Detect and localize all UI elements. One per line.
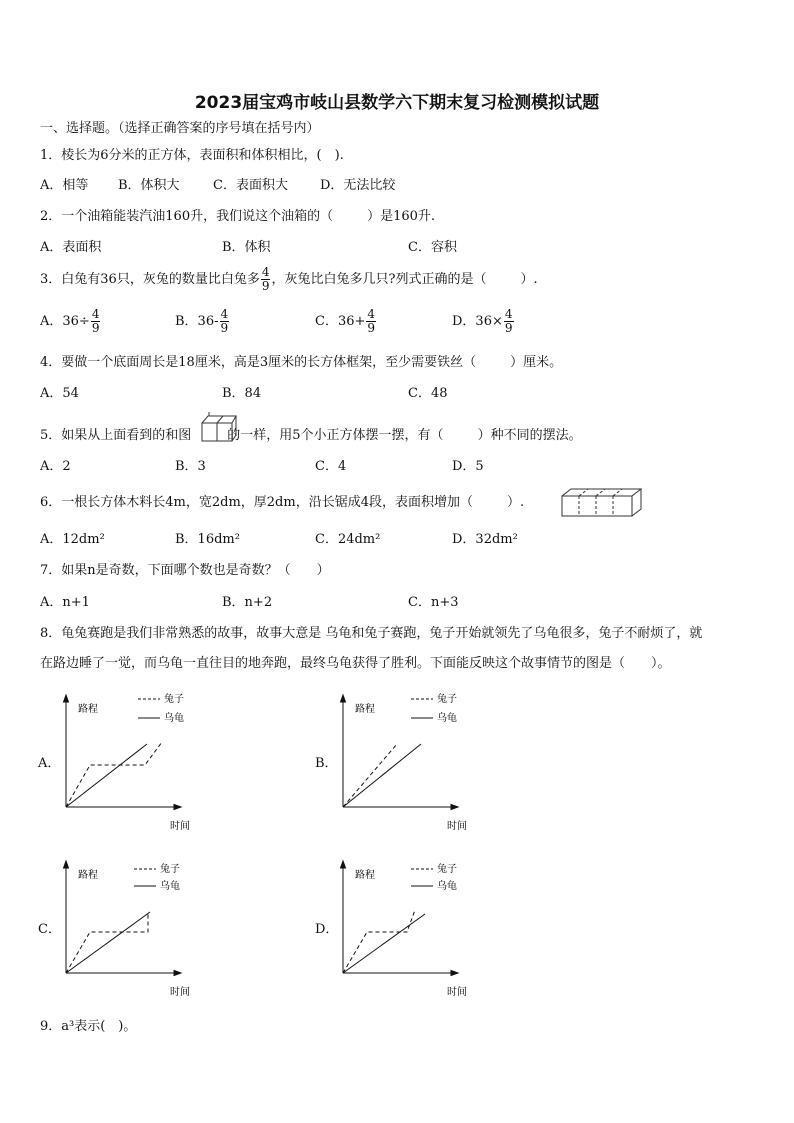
q1-option-d[interactable]: D．无法比较 <box>320 178 396 193</box>
question-8-line-1: 8．龟兔赛跑是我们非常熟悉的故事，故事大意是 乌龟和兔子赛跑，兔子开始就领先了乌龟很多，兔子不耐烦了，就 <box>40 626 703 641</box>
graph-d-letter[interactable]: D． <box>315 922 339 937</box>
question-9-stem: 9．a³表示( )。 <box>40 1019 137 1034</box>
question-2-stem <box>40 208 435 226</box>
q3-stem-part-c: ）. <box>520 272 538 287</box>
legend-rabbit: 兔子 <box>437 694 457 705</box>
question-4-stem <box>40 354 562 372</box>
question-6-stem <box>40 494 524 512</box>
legend-rabbit: 兔子 <box>437 864 457 875</box>
q2-stem-part-b: ）是160升. <box>367 209 436 224</box>
graph-d <box>337 858 477 1004</box>
legend-turtle: 乌龟 <box>164 713 184 724</box>
q6-option-d[interactable]: D．32dm² <box>452 532 518 547</box>
q5-stem-part-b: 的一样，用5个小正方体摆一摆，有（ <box>227 428 444 443</box>
x-axis-label: 时间 <box>170 987 190 998</box>
graph-c-letter[interactable]: C． <box>38 922 61 937</box>
q3-option-c[interactable]: C．36+ $\frac{4}{9}$ <box>315 307 376 335</box>
graph-a <box>60 692 200 838</box>
q6-stem-part-a: 6．一根长方体木料长4m，宽2dm，厚2dm，沿长锯成4段，表面积增加（ <box>40 495 473 510</box>
fraction-four-ninths: $\frac{4}{9}$ <box>220 307 229 335</box>
q5-option-d[interactable]: D．5 <box>452 459 484 474</box>
q5-option-c[interactable]: C．4 <box>315 459 347 474</box>
turtle-line <box>343 744 421 807</box>
graph-b-letter[interactable]: B． <box>315 756 338 771</box>
q2-stem-part-a: 2．一个油箱能装汽油160升，我们说这个油箱的（ <box>40 209 334 224</box>
legend-turtle: 乌龟 <box>437 713 457 724</box>
question-7-stem: 7．如果n是奇数，下面哪个数也是奇数？（ ） <box>40 563 330 578</box>
q6-option-a[interactable]: A．12dm² <box>40 532 105 547</box>
fraction-four-ninths: $\frac{4}{9}$ <box>504 307 513 335</box>
turtle-line <box>66 744 147 807</box>
q6-option-c[interactable]: C．24dm² <box>315 532 381 547</box>
turtle-line <box>66 912 150 973</box>
q4-stem-part-b: ）厘米。 <box>510 355 563 370</box>
question-1-stem: 1．棱长为6分米的正方体，表面积和体积相比，( ). <box>40 148 344 163</box>
q6-option-b[interactable]: B．16dm² <box>175 532 240 547</box>
wood-beam-figure <box>560 487 644 519</box>
q3-stem-part-b: ，灰兔比白兔多几只?列式正确的是（ <box>271 272 487 287</box>
top-view-cube-figure <box>199 411 237 445</box>
y-axis-label: 路程 <box>355 870 375 881</box>
q5-stem-part-a: 5．如果从上面看到的和图 <box>40 428 192 443</box>
rabbit-line <box>343 744 397 807</box>
q2-option-a[interactable]: A．表面积 <box>40 240 102 255</box>
fraction-four-ninths: $\frac{4}{9}$ <box>91 307 100 335</box>
q3-option-b[interactable]: B．36- $\frac{4}{9}$ <box>175 307 229 335</box>
question-3-stem <box>40 266 538 293</box>
q2-option-c[interactable]: C．容积 <box>408 240 457 255</box>
legend-turtle: 乌龟 <box>160 881 180 892</box>
x-axis-label: 时间 <box>447 987 467 998</box>
legend-turtle: 乌龟 <box>437 881 457 892</box>
y-axis-label: 路程 <box>78 704 98 715</box>
fraction-four-ninths: $\frac{4}{9}$ <box>367 307 376 335</box>
q4-option-a[interactable]: A．54 <box>40 386 79 401</box>
question-5-stem <box>40 421 582 445</box>
section-heading: 一、选择题。（选择正确答案的序号填在括号内） <box>40 121 320 136</box>
q5-option-a[interactable]: A．2 <box>40 459 71 474</box>
turtle-line <box>343 914 425 973</box>
q5-option-b[interactable]: B．3 <box>175 459 206 474</box>
question-8-line-2: 在路边睡了一觉，而乌龟一直往目的地奔跑，最终乌龟获得了胜利。下面能反映这个故事情节的图是（ ）。 <box>40 656 671 671</box>
q4-option-c[interactable]: C．48 <box>408 386 448 401</box>
y-axis-label: 路程 <box>355 704 375 715</box>
q1-option-a[interactable]: A．相等 <box>40 178 89 193</box>
page-title: 2023届宝鸡市岐山县数学六下期末复习检测模拟试题 <box>194 93 600 113</box>
graph-a-letter[interactable]: A． <box>38 756 61 771</box>
x-axis-label: 时间 <box>447 821 467 832</box>
q6-stem-part-b: ）. <box>506 495 525 510</box>
q5-stem-part-c: ）种不同的摆法。 <box>477 428 582 443</box>
legend-rabbit: 兔子 <box>160 864 180 875</box>
q2-option-b[interactable]: B．体积 <box>222 240 271 255</box>
q3-stem-part-a: 3．白兔有36只，灰兔的数量比白兔多 <box>40 272 260 287</box>
q1-option-c[interactable]: C．表面积大 <box>213 178 288 193</box>
q4-stem-part-a: 4．要做一个底面周长是18厘米，高是3厘米的长方体框架，至少需要铁丝（ <box>40 355 477 370</box>
q1-option-b[interactable]: B．体积大 <box>118 178 180 193</box>
q7-option-b[interactable]: B．n+2 <box>222 595 273 610</box>
y-axis-label: 路程 <box>78 870 98 881</box>
q3-option-a[interactable]: A．36÷ $\frac{4}{9}$ <box>40 307 100 335</box>
q7-option-c[interactable]: C．n+3 <box>408 595 459 610</box>
graph-b <box>337 692 477 838</box>
q4-option-b[interactable]: B．84 <box>222 386 262 401</box>
legend-rabbit: 兔子 <box>164 694 184 705</box>
rabbit-line <box>343 910 415 973</box>
rabbit-line <box>66 742 162 807</box>
q3-option-d[interactable]: D．36× $\frac{4}{9}$ <box>452 307 513 335</box>
graph-c <box>60 858 200 1004</box>
fraction-four-ninths: $\frac{4}{9}$ <box>261 265 270 293</box>
q7-option-a[interactable]: A．n+1 <box>40 595 90 610</box>
x-axis-label: 时间 <box>170 821 190 832</box>
